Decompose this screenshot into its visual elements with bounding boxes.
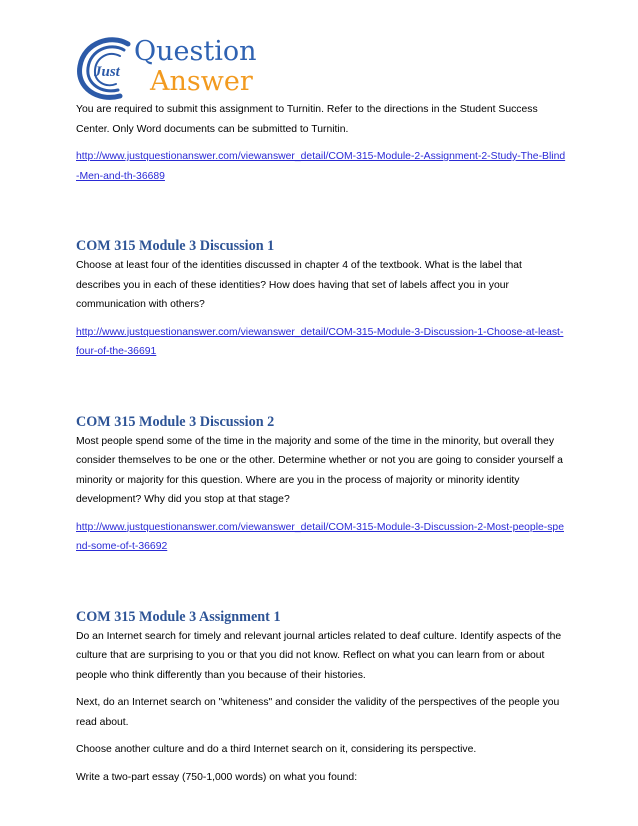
section-paragraph: Most people spend some of the time in the majority and some of the time in the minority, but overall they consider themselves to be one or the other. Determine whether or not you are going to consider yourself a minority or majority for this question. Where are you in the process of majority or minority identity development? Why did you stop at that stage? <box>76 435 563 505</box>
section-discussion-2 <box>76 412 566 557</box>
section-heading: COM 315 Module 3 Assignment 1 <box>76 608 281 625</box>
section-discussion-1 <box>76 236 566 362</box>
section-link[interactable]: http://www.justquestionanswer.com/viewanswer_detail/COM-315-Module-3-Discussion-1-Choose-at-least-four-of-the-36691 <box>76 326 564 357</box>
logo-word-question: Question <box>134 36 257 67</box>
section-paragraph: Choose at least four of the identities discussed in chapter 4 of the textbook. What is the label that describes you in each of these identities? How does having that set of labels affect you in your communication with others? <box>76 260 522 310</box>
section-link[interactable]: http://www.justquestionanswer.com/viewanswer_detail/COM-315-Module-3-Discussion-2-Most-people-spend-some-of-t-36692 <box>76 521 564 552</box>
logo-word-answer: Answer <box>150 66 253 97</box>
section-paragraph: Choose another culture and do a third Internet search on it, considering its perspective. <box>76 744 477 755</box>
site-logo <box>76 32 286 104</box>
logo-script-text: Just <box>94 64 120 80</box>
section-paragraph: Do an Internet search for timely and relevant journal articles related to deaf culture. Identify aspects of the culture that are surprising to you or that you did not know. Reflect on what you can learn from or about people who think differently than you because of their histories. <box>76 630 562 681</box>
intro-link[interactable]: http://www.justquestionanswer.com/viewanswer_detail/COM-315-Module-2-Assignment-2-Study-The-Blind-Men-and-th-36689 <box>76 151 566 182</box>
section-paragraph: Next, do an Internet search on "whiteness" and consider the validity of the perspectives of the people you read about. <box>76 697 560 728</box>
logo-swirl-icon <box>76 32 286 104</box>
intro-paragraph: You are required to submit this assignment to Turnitin. Refer to the directions in the Student Success Center. Only Word documents can be submitted to Turnitin. <box>76 104 538 135</box>
section-assignment-1 <box>76 607 566 788</box>
document-body <box>76 100 566 787</box>
section-heading: COM 315 Module 3 Discussion 2 <box>76 413 275 430</box>
section-paragraph: Write a two-part essay (750-1,000 words) on what you found: <box>76 771 358 783</box>
section-heading: COM 315 Module 3 Discussion 1 <box>76 238 275 254</box>
